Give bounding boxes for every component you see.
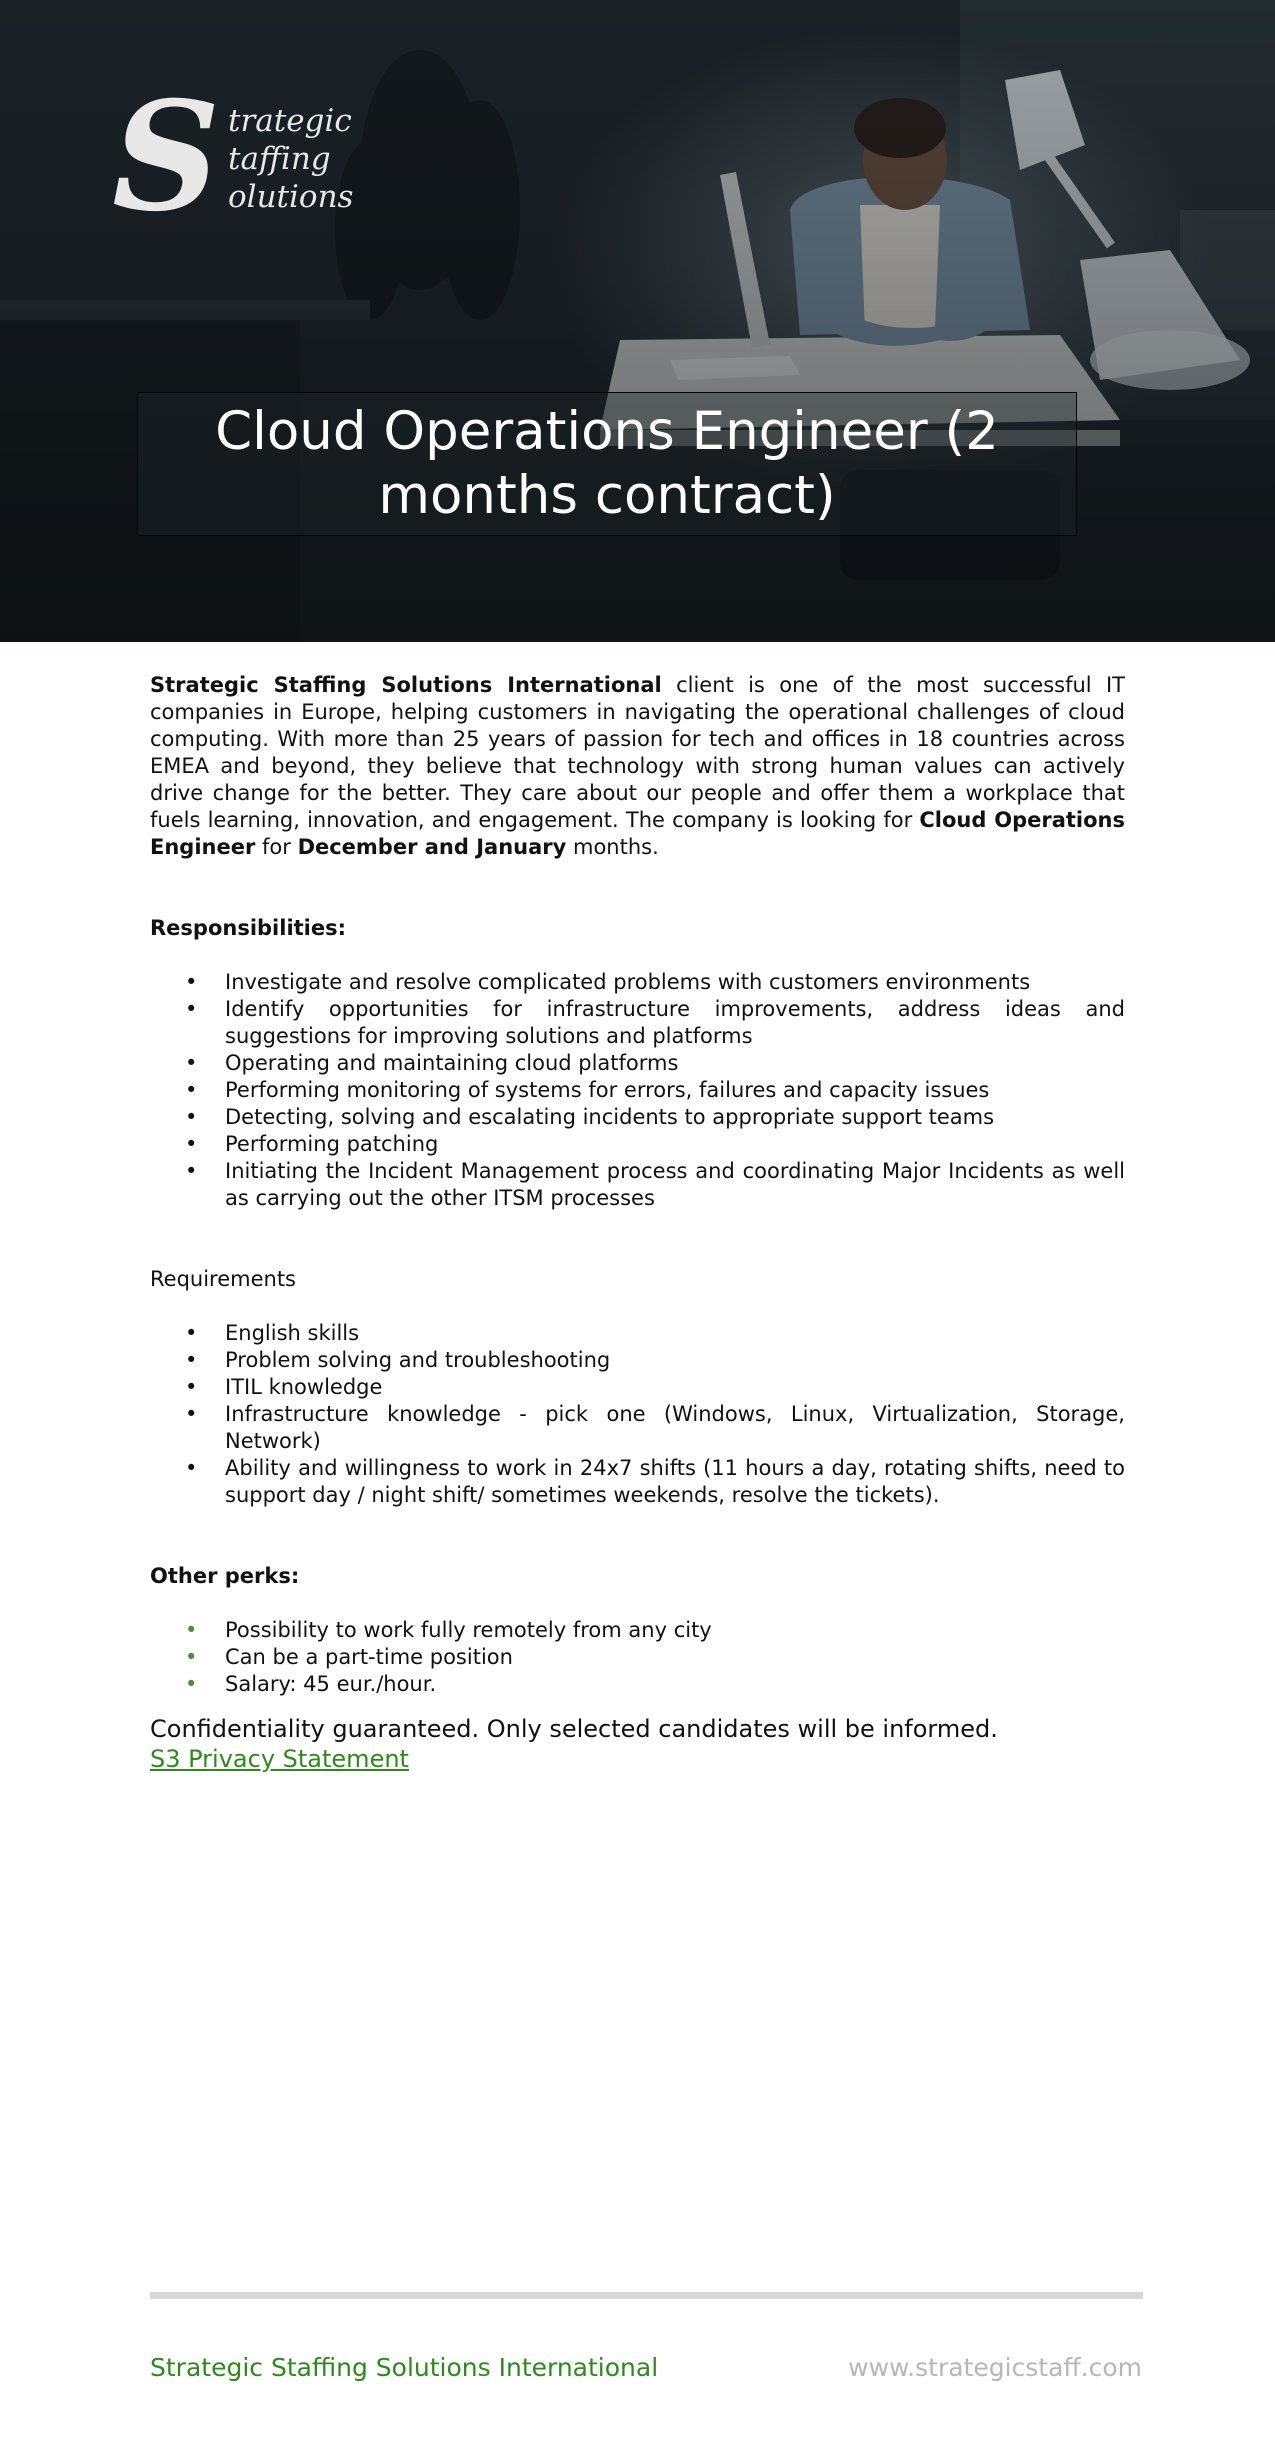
perks-list — [150, 1617, 1125, 1698]
list-item: • Salary: 45 eur./hour. — [225, 1671, 1125, 1698]
requirements-heading: Requirements — [150, 1267, 296, 1291]
company-logo — [112, 69, 354, 246]
list-item: • English skills — [225, 1320, 1125, 1347]
list-item: • Performing patching — [225, 1131, 1125, 1158]
confidentiality-note: Confidentiality guaranteed. Only selected candidates will be informed. — [150, 1715, 998, 1743]
job-title-box — [137, 392, 1077, 536]
responsibilities-list — [150, 969, 1125, 1212]
intro-text-2: for — [255, 835, 298, 859]
list-item: • Infrastructure knowledge - pick one (Windows, Linux, Virtualization, Storage, Network) — [225, 1401, 1125, 1455]
list-item: • ITIL knowledge — [225, 1374, 1125, 1401]
footer-divider — [150, 2292, 1143, 2299]
logo-line-3: olutions — [228, 179, 354, 215]
list-item: • Investigate and resolve complicated problems with customers environments — [225, 969, 1125, 996]
list-item: • Performing monitoring of systems for errors, failures and capacity issues — [225, 1077, 1125, 1104]
intro-role-name: Cloud Operations Engineer — [150, 808, 1125, 859]
list-item: • Ability and willingness to work in 24x7 shifts (11 hours a day, rotating shifts, need to support day / night shift/ sometimes weekends, resolve the tickets). — [225, 1455, 1125, 1509]
list-item: • Identify opportunities for infrastructure improvements, address ideas and suggestions for improving solutions and platforms — [225, 996, 1125, 1050]
logo-line-1: trategic — [228, 103, 352, 139]
intro-text-1: client is one of the most successful IT companies in Europe, helping customers in navigating the operational challenges of cloud computing. With more than 25 years of passion for tech and offices in 18 countries across EMEA and beyond, they believe that technology with strong human values can actively drive change for the better. They care about our people and offer them a workplace that fuels learning, innovation, and engagement. The company is looking for — [150, 673, 1126, 832]
footer-website: www.strategicstaff.com — [848, 2353, 1142, 2382]
intro-months: December and January — [297, 835, 567, 859]
logo-monogram: S — [112, 69, 221, 245]
perks-heading: Other perks: — [150, 1564, 300, 1588]
list-item: • Detecting, solving and escalating incidents to appropriate support teams — [225, 1104, 1125, 1131]
privacy-statement-link[interactable]: S3 Privacy Statement — [150, 1745, 409, 1773]
hero-banner — [0, 0, 1275, 642]
list-item: • Operating and maintaining cloud platforms — [225, 1050, 1125, 1077]
intro-text-3: months. — [566, 835, 659, 859]
footer-company-name: Strategic Staffing Solutions International — [150, 2353, 659, 2382]
requirements-list — [150, 1320, 1125, 1509]
list-item: • Can be a part-time position — [225, 1644, 1125, 1671]
logo-wordmark — [228, 102, 353, 216]
logo-line-2: taffing — [228, 141, 331, 177]
intro-paragraph — [150, 672, 1125, 861]
responsibilities-heading: Responsibilities: — [150, 916, 347, 940]
list-item: • Problem solving and troubleshooting — [225, 1347, 1125, 1374]
list-item: • Initiating the Incident Management process and coordinating Major Incidents as well as carrying out the other ITSM processes — [225, 1158, 1125, 1212]
job-description — [150, 672, 1125, 1774]
job-title: Cloud Operations Engineer (2 months contract) — [215, 401, 999, 526]
list-item: • Possibility to work fully remotely from any city — [225, 1617, 1125, 1644]
intro-company-name: Strategic Staffing Solutions International — [150, 673, 662, 697]
